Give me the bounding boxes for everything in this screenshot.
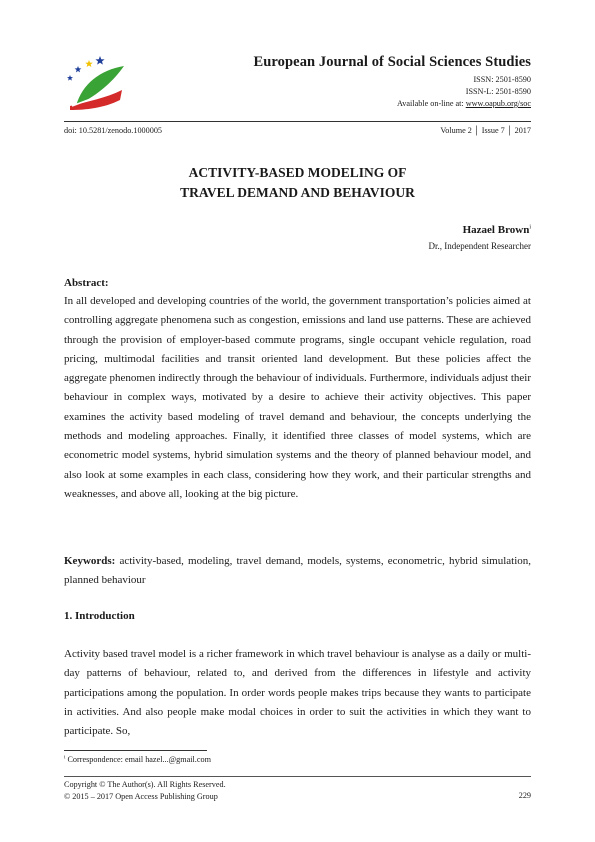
- logo-star-icon: [67, 75, 73, 81]
- footnote-email: hazel...@gmail.com: [145, 755, 211, 764]
- footer-rule: [64, 776, 531, 777]
- journal-title: European Journal of Social Sciences Studies: [253, 54, 531, 70]
- page-number: 229: [518, 791, 531, 800]
- copyright-line-2: © 2015 – 2017 Open Access Publishing Group: [64, 792, 218, 801]
- introduction-text: Activity based travel model is a richer framework in which travel behaviour is analyse as a daily or multi-day patterns of behaviour, related to, and derived from the differences in lifestyle and activity participations among the population. In order words people makes trips because they wants to participate in activities. And also people make modal choices in order to suit the activities in which they want to participate. So,: [64, 648, 531, 738]
- abstract-heading: Abstract:: [64, 277, 109, 289]
- keywords: [64, 552, 531, 591]
- keywords-label: Keywords:: [64, 555, 116, 567]
- author: [463, 224, 531, 236]
- journal-url-link[interactable]: www.oapub.org/soc: [465, 99, 531, 108]
- available-prefix: Available on-line at:: [397, 99, 466, 108]
- footnote-rule: [64, 750, 207, 751]
- author-name: Hazael Brown: [462, 224, 530, 236]
- journal-header: [253, 54, 531, 110]
- abstract-text: In all developed and developing countries of the world, the government transportation’s policies aimed at controlling aggregate phenomena such as congestion, emissions and land use patterns. These are achieved through the provision of employer-based commute programs, single occupant vehicle regulation, road pricing, multimodal facilities and transit oriented land development. But these policies affect the aggregate phenomen indirectly through the behaviour of individuals. Furthermore, individuals adjust their behaviour in complex ways, motivated by a desire to achieve their activity objectives. This paper examines the activity based modeling of travel demand and behaviour, the concepts underlying the methods and modeling approaches. Finally, it identified three classes of model systems, which are econometric model systems, hybrid simulation systems and the theory of planned behaviour model, and also look at some examples in each class, considering how they work, and their particular strengths and weaknesses, and above all, looking at the big picture.: [64, 295, 531, 500]
- keywords-text: activity-based, modeling, travel demand, models, systems, econometric, hybrid simulation, planned behaviour: [64, 555, 531, 587]
- logo-star-icon: [75, 66, 82, 72]
- issn-l: ISSN-L: 2501-8590: [465, 87, 531, 96]
- volume-issue: Volume 2 │ Issue 7 │ 2017: [440, 126, 531, 135]
- logo-star-icon: [85, 60, 93, 67]
- section-heading-introduction: 1. Introduction: [64, 610, 135, 622]
- copyright: [64, 779, 226, 803]
- copyright-line-1: Copyright © The Author(s). All Rights Reserved.: [64, 780, 226, 789]
- header-rule: [64, 121, 531, 122]
- available-online: [253, 98, 531, 110]
- footnote-mark: i: [64, 755, 66, 761]
- doi-row: [64, 126, 531, 135]
- title-line-1: ACTIVITY-BASED MODELING OF: [188, 165, 407, 180]
- article-title: [64, 163, 531, 203]
- title-line-2: TRAVEL DEMAND AND BEHAVIOUR: [180, 185, 415, 200]
- author-footnote-mark: i: [529, 224, 531, 231]
- logo-star-icon: [95, 56, 104, 65]
- doi: doi: 10.5281/zenodo.1000005: [64, 126, 163, 135]
- footnote: [64, 755, 211, 764]
- journal-logo: [56, 50, 128, 112]
- footnote-text: Correspondence: email: [65, 755, 146, 764]
- issn: ISSN: 2501-8590: [473, 75, 531, 84]
- author-affiliation: Dr., Independent Researcher: [428, 241, 531, 251]
